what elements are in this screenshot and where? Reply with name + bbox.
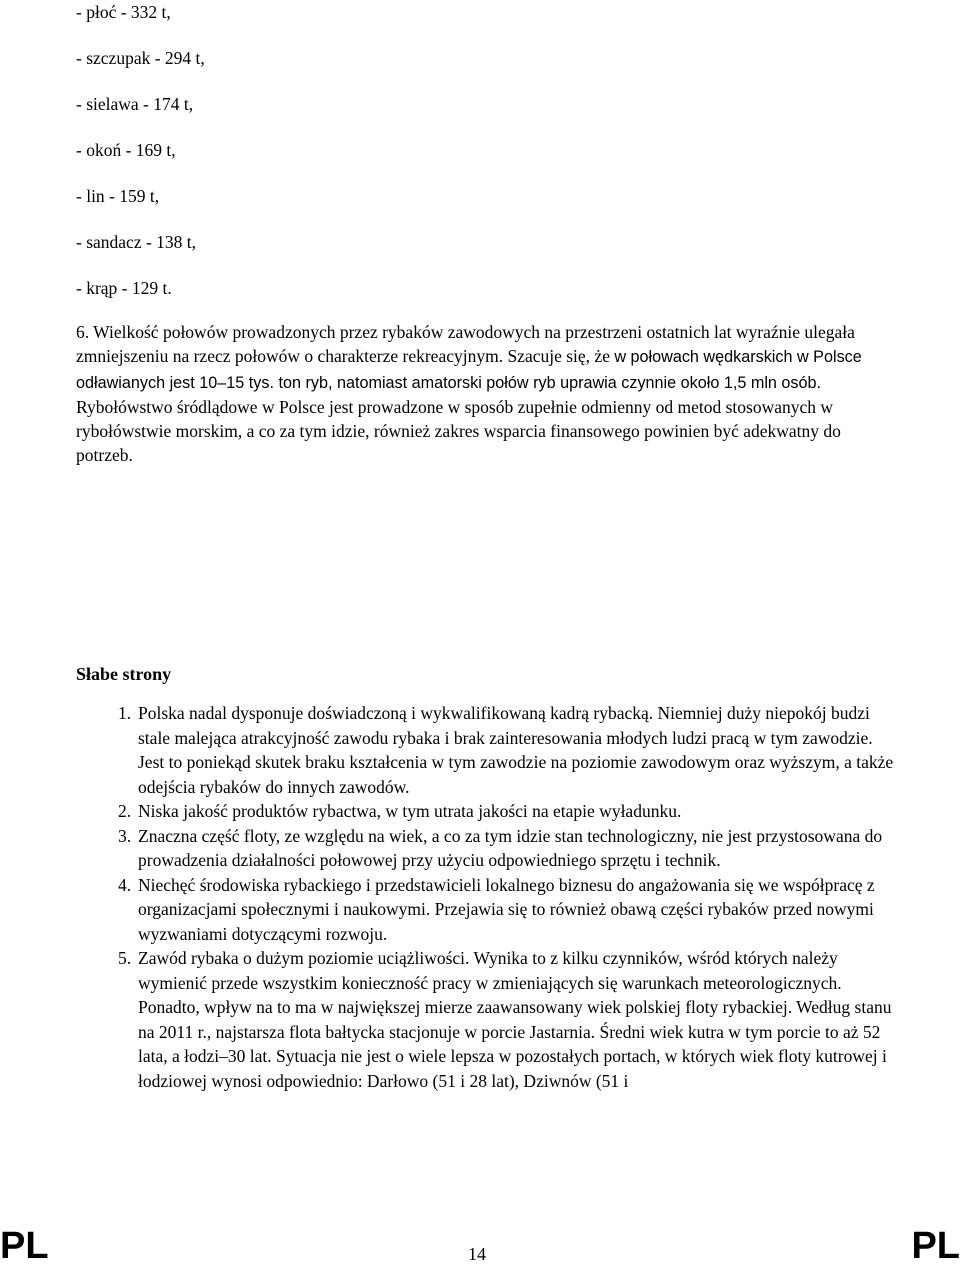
- paragraph-text-sans: ton ryb, natomiast amatorski: [273, 373, 487, 392]
- item-number: 4.: [118, 874, 132, 895]
- list-item: - krąp - 129 t.: [76, 278, 172, 298]
- list-item: [76, 824, 896, 873]
- list-item: - sandacz - 138 t,: [76, 232, 197, 252]
- item-text: Polska nadal dysponuje doświadczoną i wykwalifikowaną kadrą rybacką. Niemniej duży niepokój budzi stale malejąca atrakcyjność zawodu rybaka i brak zainteresowania młodych ludzi pracą w tym zawodzie. Jest to poniekąd skutek braku kształcenia w tym zawodzie na poziomie zawodowym oraz wyższym, a także odejścia rybaków do innych zawodów.: [138, 703, 894, 797]
- footer-country-label-left: PL: [0, 1225, 49, 1267]
- item-number: 3.: [118, 825, 132, 846]
- page-number: 14: [468, 1244, 486, 1264]
- list-item: [76, 799, 896, 824]
- item-number: 2.: [118, 801, 132, 821]
- paragraph-text: Rybołówstwo śródlądowe w Polsce jest prowadzone w sposób zupełnie odmienny od metod stosowanych w rybołówstwie morskim, a co za tym idzie, również zakres wsparcia finansowego powinien być adekwatny do potrzeb.: [76, 396, 841, 466]
- item-number: 5.: [118, 948, 132, 968]
- list-item: - płoć - 332 t,: [76, 2, 171, 22]
- item-text: Zawód rybaka o dużym poziomie uciążliwości. Wynika to z kilku czynników, wśród których należy wymienić przede wszystkim konieczność pracy w zmieniających się warunkach meteorologicznych. Ponadto, wpływ na to ma w największej mierze zaawansowany wiek polskiej floty rybackiej. Według stanu na 2011 r., najstarsza flota bałtycka stacjonuje w porcie Jastarnia. Średni wiek kutra w tym porcie to aż 52 lata, a łodzi–30 lat. Sytuacja nie jest o wiele lepsza w pozostałych portach, w których wiek floty kutrowej i łodziowej wynosi odpowiednio: Darłowo (51 i 28 lat), Dziwnów (51 i: [138, 948, 892, 1091]
- paragraph-text-sans: połów ryb uprawia czynnie około 1,5 mln osób.: [486, 373, 822, 392]
- item-text: Znaczna część floty, ze względu na wiek, a co za tym idzie stan technologiczny, nie jest przystosowana do prowadzenia działalności połowowej przy użyciu odpowiedniego sprzętu i technik.: [138, 825, 883, 870]
- paragraph-6: [76, 320, 896, 468]
- list-item: [76, 873, 896, 947]
- list-item: - okoń - 169 t,: [76, 140, 176, 160]
- fish-catch-list: [76, 0, 205, 322]
- weaknesses-list: [76, 701, 896, 1093]
- section-heading: Słabe strony: [76, 664, 172, 684]
- list-item: - szczupak - 294 t,: [76, 48, 205, 68]
- paragraph-text: 6. Wielkość połowów prowadzonych przez rybaków zawodowych na przestrzeni ostatnich lat wyraźnie ulegała zmniejszeniu na rzecz połowów o charakterze rekreacyjnym. Szacuje się, że: [76, 322, 855, 367]
- list-item: [76, 946, 896, 1093]
- item-text: Niska jakość produktów rybactwa, w tym utrata jakości na etapie wyładunku.: [138, 801, 682, 821]
- paragraph-text-sans: w połowach wędkarskich w Polsce odławianych jest 10–15 tys.: [76, 348, 862, 392]
- list-item: [76, 701, 896, 799]
- item-number: 1.: [118, 703, 132, 723]
- list-item: - sielawa - 174 t,: [76, 94, 194, 114]
- footer-country-label-right: PL: [911, 1225, 960, 1267]
- list-item: - lin - 159 t,: [76, 186, 160, 206]
- item-text: Niechęć środowiska rybackiego i przedstawicieli lokalnego biznesu do angażowania się we współpracę z organizacjami społecznymi i naukowymi. Przejawia się to również obawą części rybaków przed nowymi wyzwaniami dotyczącymi rozwoju.: [138, 874, 875, 944]
